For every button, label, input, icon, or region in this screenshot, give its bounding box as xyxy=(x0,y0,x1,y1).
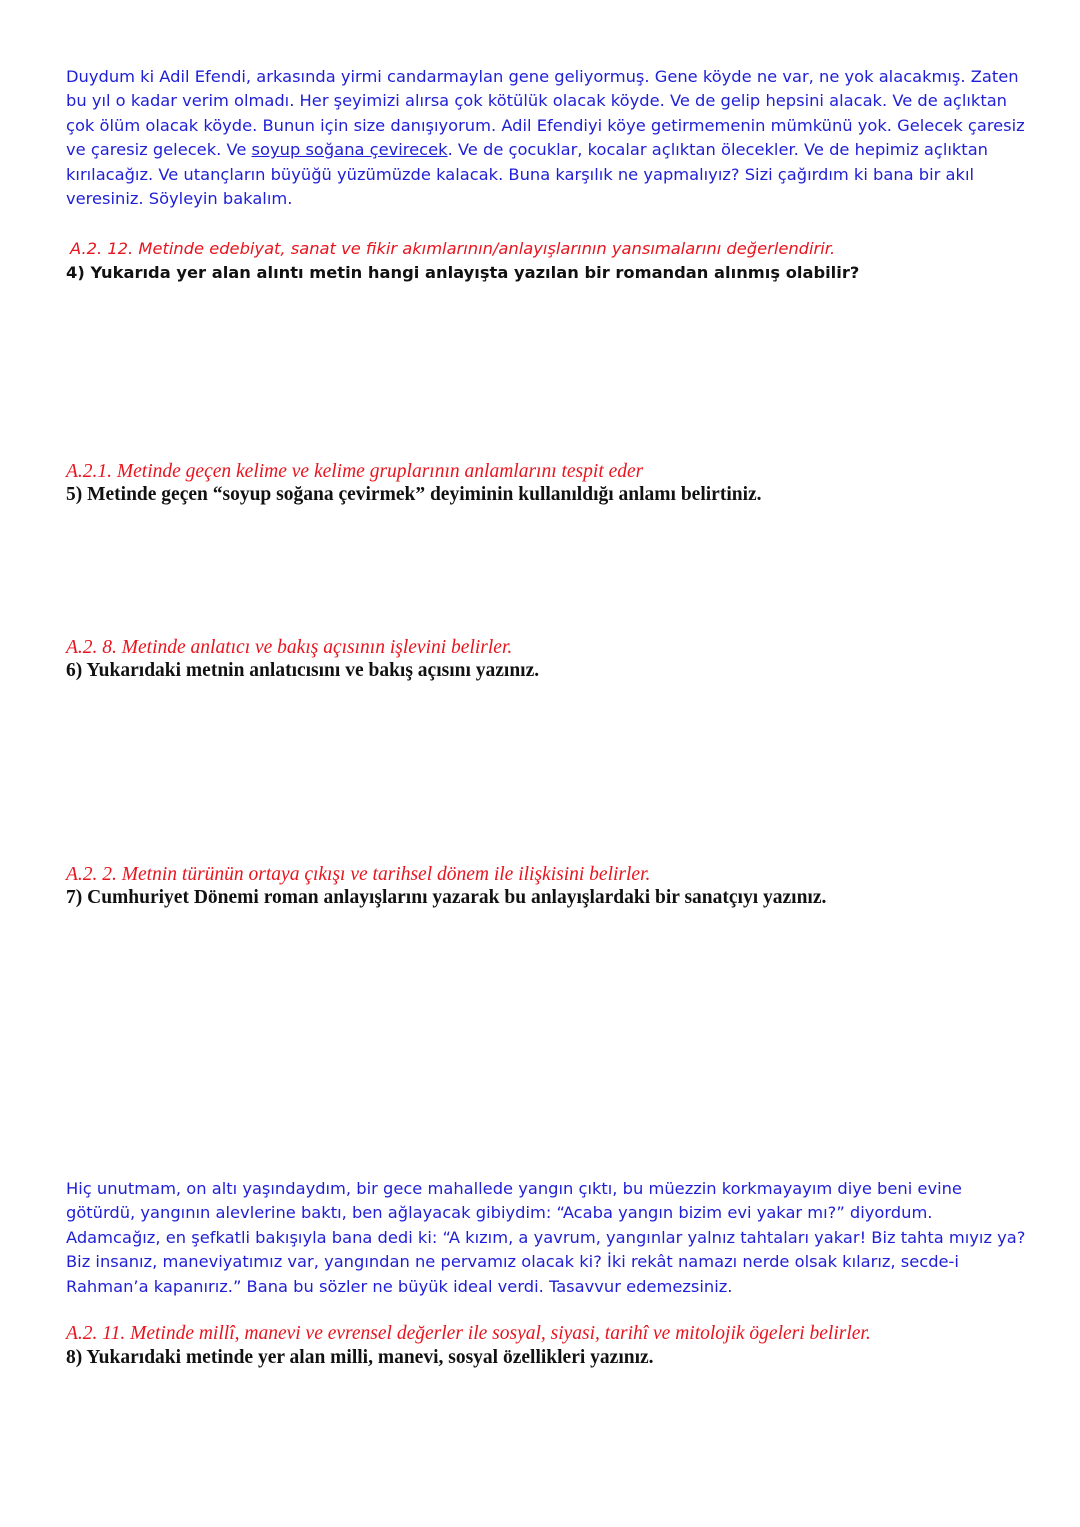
question-4: 4) Yukarıda yer alan alıntı metin hangi anlayışta yazılan bir romandan alınmış olabilir? xyxy=(66,263,860,282)
passage-muezzin: Hiç unutmam, on altı yaşındaydım, bir gece mahallede yangın çıktı, bu müezzin korkmayayım diye beni evine götürdü, yangının alevlerine baktı, ben ağlayacak gibiydim: “Acaba yangın bizim evi yakar mı?” diyordum. Adamcağız, en şefkatli bakışıyla bana dedi ki: “A kızım, a yavrum, yangınlar yalnız tahtaları yakar! Biz tahta mıyız ya? Biz insanız, maneviyatımız var, yangından ne pervamız olacak ki? İki rekât namazı nerde olsak kılarız, secde-i Rahman’a kapanırız.” Bana bu sözler ne büyük ideal verdi. Tasavvur edemezsiniz. xyxy=(66,1179,1026,1296)
question-6: 6) Yukarıdaki metnin anlatıcısını ve bakış açısını yazınız. xyxy=(66,660,540,681)
answer-area-5[interactable] xyxy=(66,512,1026,632)
answer-area-7[interactable] xyxy=(66,915,1026,1170)
objective-a2-2: A.2. 2. Metnin türünün ortaya çıkışı ve tarihsel dönem ile ilişkisini belirler. xyxy=(66,864,651,885)
question-7: 7) Cumhuriyet Dönemi roman anlayışlarını yazarak bu anlayışlardaki bir sanatçıyı yazınız. xyxy=(66,887,827,908)
passage-1-text-start: Duydum ki Adil Efendi, arkasında yirmi candarmaylan gene geliyormuş. Gene köyde ne var, ne yok alacakmış. Zaten bu yıl o kadar verim olmadı. Her şeyimizi alırsa çok kötülük olacak köyde. Ve de gelip hepsini alacak. Ve de açlıktan çok ölüm olacak köyde. Bunun için size danışıyorum. Adil Efendiyi köye getirmemenin mümkünü yok. Gelecek çaresiz ve çaresiz gelecek. Ve xyxy=(66,67,1025,160)
objective-a2-8: A.2. 8. Metinde anlatıcı ve bakış açısının işlevini belirler. xyxy=(66,637,513,658)
objective-a2-1: A.2.1. Metinde geçen kelime ve kelime gruplarının anlamlarını tespit eder xyxy=(66,461,644,482)
question-5: 5) Metinde geçen “soyup soğana çevirmek” deyiminin kullanıldığı anlamı belirtiniz. xyxy=(66,484,762,505)
answer-area-8[interactable] xyxy=(66,1375,1026,1515)
objective-a2-11: A.2. 11. Metinde millî, manevi ve evrensel değerler ile sosyal, siyasi, tarihî ve mitolojik ögeleri belirler. xyxy=(66,1323,871,1344)
question-8: 8) Yukarıdaki metinde yer alan milli, manevi, sosyal özellikleri yazınız. xyxy=(66,1347,654,1368)
objective-a2-12: A.2. 12. Metinde edebiyat, sanat ve fikir akımlarının/anlayışlarının yansımalarını değerlendirir. xyxy=(70,239,836,258)
underlined-idiom: soyup soğana çevirecek xyxy=(251,140,448,160)
answer-area-6[interactable] xyxy=(66,688,1026,863)
passage-1-text-end: . Ve de çocuklar, kocalar açlıktan ölecekler. Ve de hepimiz açlıktan kırılacağız. Ve utançların büyüğü yüzümüzde kalacak. Buna karşılık ne yapmalıyız? Sizi çağırdım ki bana bir akıl veresiniz. Söyleyin bakalım. xyxy=(66,140,988,209)
answer-area-4[interactable] xyxy=(66,290,1026,455)
passage-adil-efendi xyxy=(66,65,1026,211)
